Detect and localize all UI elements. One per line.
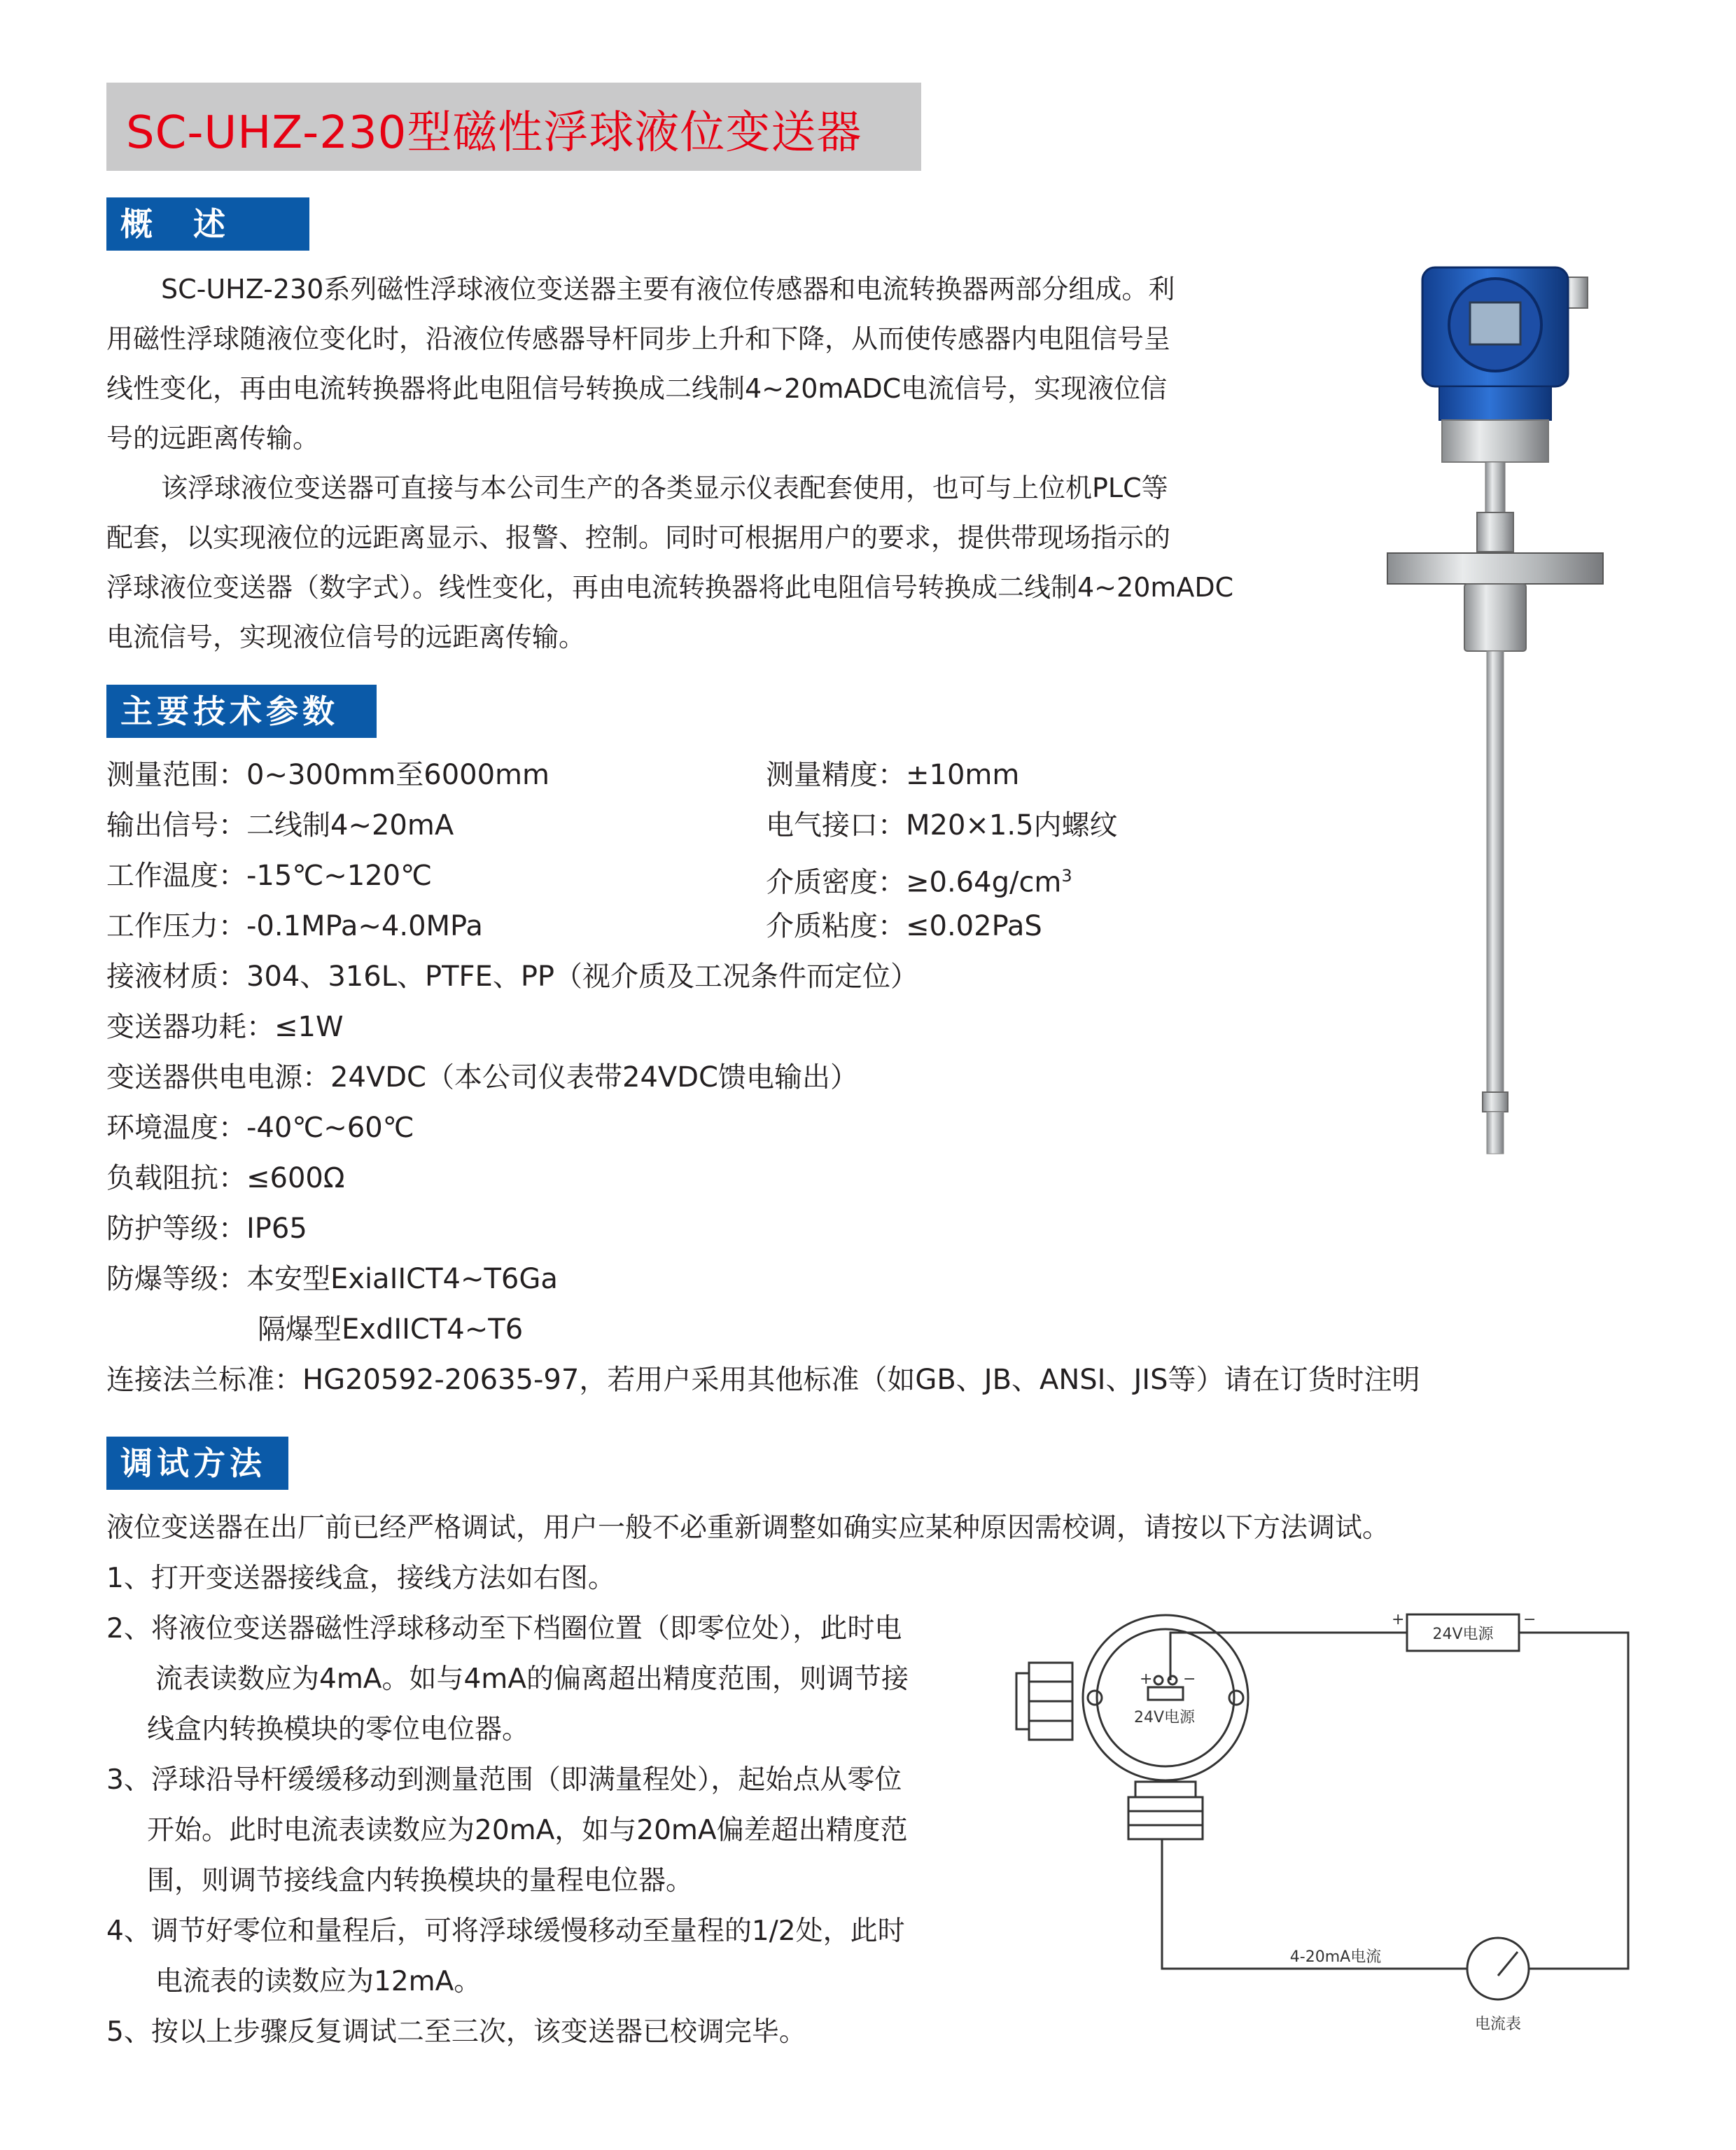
spec-density-sup: 3 bbox=[1061, 866, 1072, 886]
spec-density bbox=[766, 858, 1072, 900]
ammeter-label: 电流表 bbox=[1474, 2016, 1522, 2033]
section-heading-overview: 概 述 bbox=[106, 197, 309, 251]
overview-line: 该浮球液位变送器可直接与本公司生产的各类显示仪表配套使用，也可与上位机PLC等 bbox=[161, 473, 1168, 503]
debug-step: 4、调节好零位和量程后，可将浮球缓慢移动至量程的1/2处，此时 bbox=[106, 1915, 905, 1947]
power-label: 24V电源 bbox=[1432, 1626, 1494, 1643]
overview-line: SC-UHZ-230系列磁性浮球液位变送器主要有液位传感器和电流转换器两部分组成。利 bbox=[161, 274, 1175, 305]
wiring-diagram bbox=[1008, 1603, 1652, 2051]
spec-connection: 电气接口：M20×1.5内螺纹 bbox=[766, 809, 1118, 842]
box-minus-label: − bbox=[1183, 1670, 1196, 1688]
overview-line: 线性变化，再由电流转换器将此电阻信号转换成二线制4~20mADC电流信号，实现液位信 bbox=[106, 373, 1168, 404]
spec-material: 接液材质：304、316L、PTFE、PP（视介质及工况条件而定位） bbox=[106, 961, 919, 993]
spec-explosion: 防爆等级：本安型ExiaIICT4~T6Ga bbox=[106, 1263, 558, 1295]
section-heading-specs: 主要技术参数 bbox=[106, 685, 377, 738]
overview-line: 配套，以实现液位的远距离显示、报警、控制。同时可根据用户的要求，提供带现场指示的 bbox=[106, 522, 1171, 553]
spec-flange: 连接法兰标准：HG20592-20635-97，若用户采用其他标准（如GB、JB、ANSI、JIS等）请在订货时注明 bbox=[106, 1364, 1420, 1396]
product-image bbox=[1372, 252, 1624, 1162]
debug-step-cont: 围，则调节接线盒内转换模块的量程电位器。 bbox=[147, 1865, 694, 1897]
debug-step: 2、将液位变送器磁性浮球移动至下档圈位置（即零位处），此时电 bbox=[106, 1613, 902, 1645]
title-bar bbox=[106, 83, 921, 171]
spec-range: 测量范围：0~300mm至6000mm bbox=[106, 759, 550, 791]
debug-step-cont: 线盒内转换模块的零位电位器。 bbox=[147, 1714, 530, 1745]
debug-step: 1、打开变送器接线盒，接线方法如右图。 bbox=[106, 1563, 615, 1594]
spec-pressure: 工作压力：-0.1MPa~4.0MPa bbox=[106, 910, 483, 942]
spec-power-consumption: 变送器功耗：≤1W bbox=[106, 1011, 344, 1043]
spec-viscosity: 介质粘度：≤0.02PaS bbox=[766, 910, 1042, 942]
spec-explosion-2: 隔爆型ExdIICT4~T6 bbox=[258, 1313, 524, 1346]
overview-line: 电流信号，实现液位信号的远距离传输。 bbox=[106, 622, 586, 652]
overview-line: 浮球液位变送器（数字式）。线性变化，再由电流转换器将此电阻信号转换成二线制4~20mADC bbox=[106, 572, 1234, 603]
current-label: 4-20mA电流 bbox=[1289, 1948, 1382, 1966]
power-plus-label: + bbox=[1392, 1611, 1405, 1628]
power-minus-label: − bbox=[1523, 1611, 1536, 1628]
ammeter-icon bbox=[1467, 1938, 1529, 1999]
debug-intro: 液位变送器在出厂前已经严格调试，用户一般不必重新调整如确实应某种原因需校调，请按以下方法调试。 bbox=[106, 1512, 1390, 1544]
float-icon bbox=[1464, 584, 1526, 651]
overview-text bbox=[106, 265, 1233, 662]
spec-accuracy: 测量精度：±10mm bbox=[766, 759, 1020, 791]
spec-protection: 防护等级：IP65 bbox=[106, 1213, 307, 1245]
page-title: SC-UHZ-230型磁性浮球液位变送器 bbox=[126, 107, 862, 159]
debug-step-cont: 流表读数应为4mA。如与4mA的偏离超出精度范围，则调节接 bbox=[155, 1663, 909, 1695]
spec-work-temp: 工作温度：-15℃~120℃ bbox=[106, 860, 433, 892]
spec-load: 负载阻抗：≤600Ω bbox=[106, 1162, 345, 1194]
spec-ambient-temp: 环境温度：-40℃~60℃ bbox=[106, 1112, 414, 1144]
section-heading-debug: 调试方法 bbox=[106, 1437, 288, 1490]
display-icon bbox=[1470, 302, 1520, 344]
box-plus-label: + bbox=[1140, 1670, 1153, 1688]
spec-power-supply: 变送器供电电源：24VDC（本公司仪表带24VDC馈电输出） bbox=[106, 1061, 858, 1094]
box-power-label: 24V电源 bbox=[1134, 1709, 1196, 1726]
junction-box-icon bbox=[1083, 1615, 1248, 1780]
overview-line: 用磁性浮球随液位变化时，沿液位传感器导杆同步上升和下降，从而使传感器内电阻信号呈 bbox=[106, 323, 1171, 354]
guide-rod-icon bbox=[1487, 651, 1504, 1092]
debug-step: 3、浮球沿导杆缓缓移动到测量范围（即满量程处），起始点从零位 bbox=[106, 1764, 902, 1796]
spec-output: 输出信号：二线制4~20mA bbox=[106, 809, 454, 842]
debug-step: 5、按以上步骤反复调试二至三次，该变送器已校调完毕。 bbox=[106, 2016, 806, 2048]
debug-step-cont: 电流表的读数应为12mA。 bbox=[155, 1966, 482, 1997]
spec-density-text: 介质密度：≥0.64g/cm bbox=[766, 866, 1062, 899]
debug-step-cont: 开始。此时电流表读数应为20mA，如与20mA偏差超出精度范 bbox=[147, 1815, 908, 1846]
flange-icon bbox=[1387, 553, 1603, 584]
overview-line: 号的远距离传输。 bbox=[106, 423, 320, 454]
